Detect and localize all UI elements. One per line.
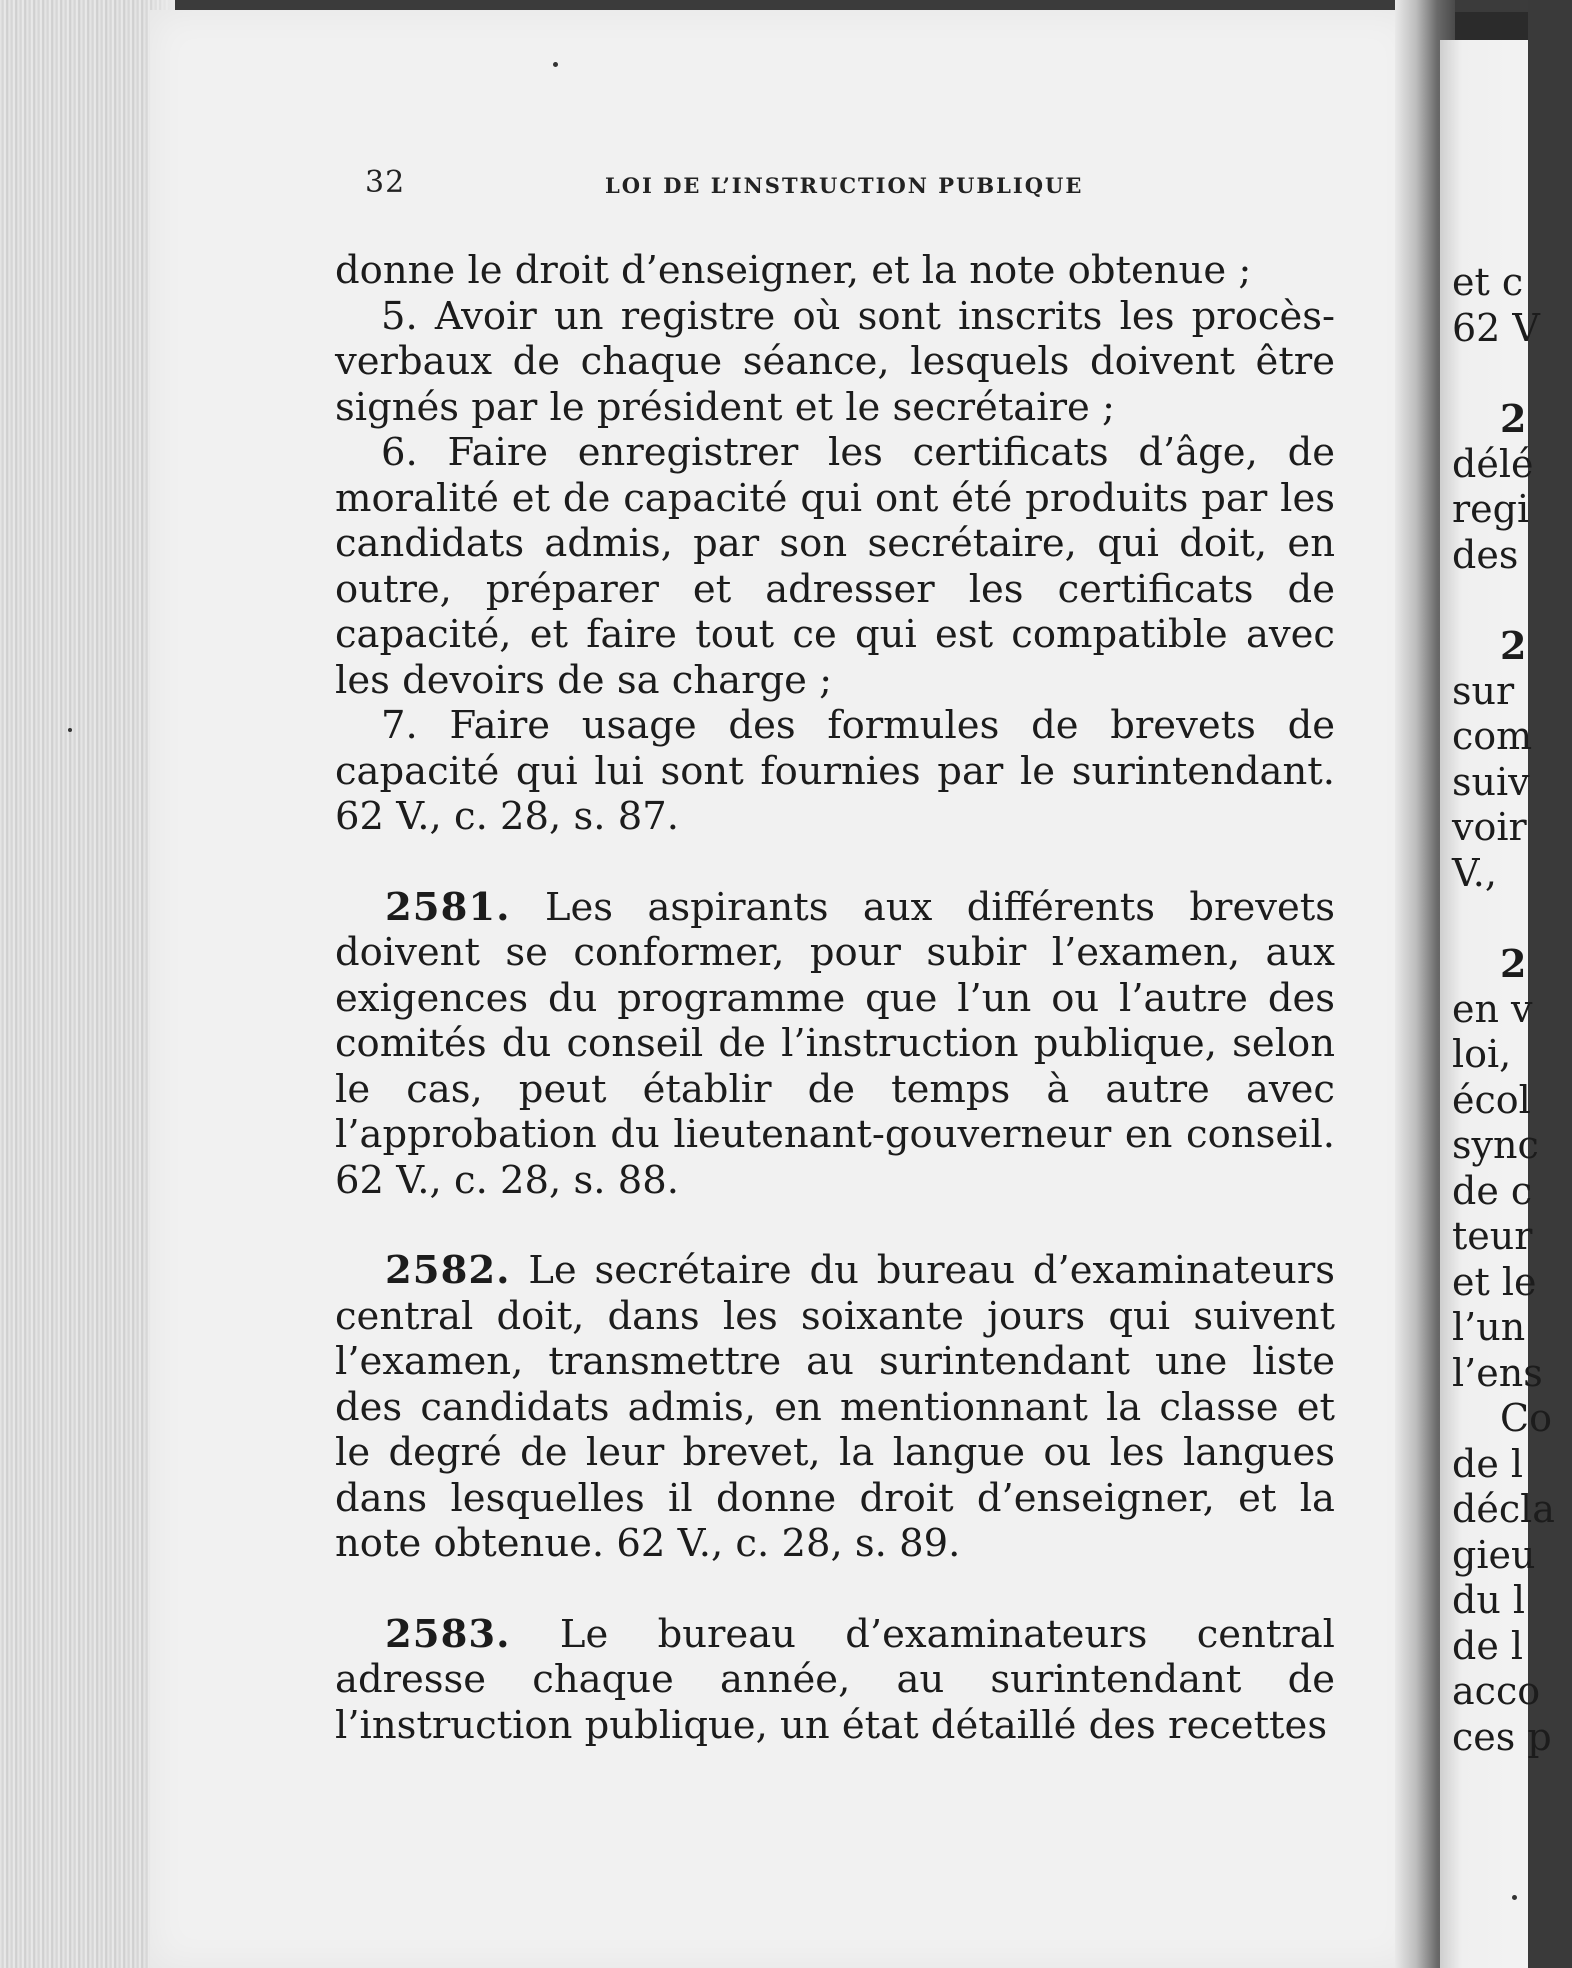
facing-line: et c: [1452, 260, 1524, 304]
paper-speck: [68, 728, 72, 732]
facing-line: l’ens: [1452, 1350, 1543, 1395]
spacer: [1452, 896, 1572, 941]
article-2582: [335, 1248, 1335, 1567]
facing-line: gieu: [1452, 1532, 1536, 1577]
book-page-edges: [0, 0, 175, 1968]
facing-line: l’un: [1452, 1305, 1526, 1349]
article-text: Les aspirants aux différents brevets doivent se conformer, pour subir l’examen, aux exigences du programme que l’un ou l’autre des comités du conseil de l’instruction publique, selon le cas, peut établir de temps à autre avec l’approbation du lieutenant-gouverneur en conseil. 62 V., c. 28, s. 88.: [335, 884, 1335, 1203]
article-2583: [335, 1612, 1335, 1749]
paragraph: 5. Avoir un registre où sont inscrits les procès-verbaux de chaque séance, lesquels doivent être signés par le président et le secrétaire ;: [335, 293, 1335, 430]
facing-article-number: 2: [1500, 396, 1527, 441]
spacer: [1452, 351, 1572, 396]
facing-line: délé: [1452, 441, 1534, 486]
facing-line: sur: [1452, 668, 1515, 713]
facing-line: en v: [1452, 986, 1533, 1031]
running-head: LOI DE L’INSTRUCTION PUBLIQUE: [605, 173, 1084, 198]
facing-line: et le: [1452, 1259, 1537, 1304]
paper-speck: [1512, 1895, 1517, 1900]
facing-line: de c: [1452, 1168, 1533, 1213]
page-header: [365, 165, 1325, 205]
article-number: 2582.: [385, 1248, 511, 1293]
article-text: Le secrétaire du bureau d’examinateurs central doit, dans les soixante jours qui suivent l’examen, transmettre au surintendant une liste des candidats admis, en mentionnant la classe et le degré de leur brevet, la langue ou les langues dans lesquelles il donne droit d’enseigner, et la note obtenue. 62 V., c. 28, s. 89.: [335, 1248, 1335, 1566]
facing-line: loi,: [1452, 1032, 1512, 1076]
facing-article-number: 2: [1500, 941, 1527, 986]
facing-line: écol: [1452, 1077, 1531, 1122]
facing-article-number: 2: [1500, 623, 1527, 668]
facing-line: sync: [1452, 1123, 1539, 1167]
paragraph: 7. Faire usage des formules de brevets de capacité qui lui sont fournies par le surintendant. 62 V., c. 28, s. 87.: [335, 703, 1335, 839]
facing-line: V.,: [1452, 850, 1497, 895]
facing-line: du l: [1452, 1578, 1526, 1622]
facing-page-text: [1452, 260, 1572, 1760]
facing-line: de l: [1452, 1441, 1524, 1486]
article-text: Le bureau d’examinateurs central adresse chaque année, au surintendant de l’instruction publique, un état détaillé des recettes: [335, 1611, 1335, 1748]
facing-line: suiv: [1452, 759, 1530, 804]
facing-line: ces p: [1452, 1714, 1552, 1759]
facing-line: de l: [1452, 1623, 1524, 1668]
facing-line: voir: [1452, 805, 1527, 849]
article-2581: [335, 885, 1335, 1204]
article-number: 2583.: [385, 1611, 511, 1657]
article-number: 2581.: [385, 884, 511, 930]
facing-line: regi: [1452, 487, 1530, 531]
facing-line: Co: [1500, 1396, 1552, 1440]
facing-line: com: [1452, 714, 1533, 758]
paper-speck: [553, 62, 558, 67]
facing-line: acco: [1452, 1669, 1541, 1713]
spacer: [1452, 578, 1572, 623]
facing-line: teur: [1452, 1214, 1533, 1258]
facing-line: décla: [1452, 1487, 1555, 1531]
facing-line: 62 V: [1452, 305, 1540, 350]
page-body: [335, 248, 1335, 1748]
facing-line: des: [1452, 532, 1519, 577]
paragraph: donne le droit d’enseigner, et la note obtenue ;: [335, 248, 1252, 293]
page-number: 32: [365, 165, 406, 200]
paragraph: 6. Faire enregistrer les certificats d’âge, de moralité et de capacité qui ont été produits par les candidats admis, par son secrétaire, qui doit, en outre, préparer et adresser les certificats de capacité, et faire tout ce qui est compatible avec les devoirs de sa charge ;: [335, 430, 1335, 703]
